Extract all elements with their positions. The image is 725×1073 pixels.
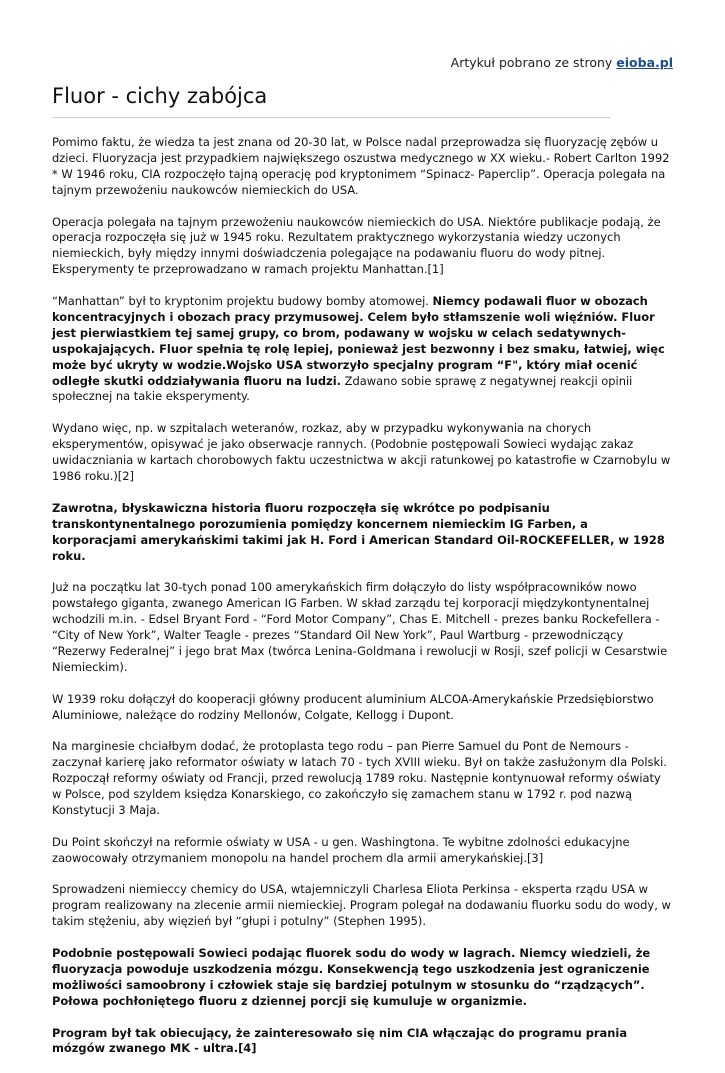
paragraph-text: Wydano więc, np. w szpitalach weteranów, rozkaz, aby w przypadku wykonywania na chorych eksperymentów, opisywać je jako obserwacje rannych. (Podobnie postępowali Sowieci wydając zakaz uwidaczniania w kartach chorobowych faktu uczestnictwa w akcji ratunkowej po katastrofie w Czarnobylu w 1986 roku.)[2] (52, 421, 671, 483)
article-paragraph (52, 501, 672, 565)
paragraph-text: Na marginesie chciałbym dodać, że protoplasta tego rodu – pan Pierre Samuel du Pont de Nemours - zaczynał karierę jako reformator oświaty w latach 70 - tych XVIII wieku. Był on także zasłużonym dla Polski. Rozpoczął reformy oświaty od Francji, przed rewolucją 1789 roku. Następnie kontynuował reformy oświaty w Polsce, pod szyldem księdza Konarskiego, co zakończyło się zamachem stanu w 1792 r. pod nazwą Konstytucji 3 Maja. (52, 739, 667, 817)
paragraph-text: Operacja polegała na tajnym przewożeniu naukowców niemieckich do USA. Niektóre publikacje podają, że operacja rozpoczęła się już w 1945 roku. Rezultatem praktycznego wykorzystania wiedzy uczonych niemieckich, były między innymi doświadczenia polegające na podawaniu fluoru do wody pitnej. Eksperymenty te przeprowadzano w ramach projektu Manhattan.[1] (52, 214, 661, 277)
paragraph-text: Już na początku lat 30-tych ponad 100 amerykańskich firm dołączyło do listy współpracowników nowo powstałego giganta, zwanego American IG Farben. W skład zarządu tej korporacji międzykontynentalnej wchodzili m.in. - Edsel Bryant Ford - “Ford Motor Company”, Chas E. Mitchell - prezes banku Rockefellera - “City of New York”, Walter Teagle - prezes “Standard Oil New York”, Paul Wartburg - przewodniczący “Rezerwy Federalnej” i jego brat Max (twórca Lenina-Goldmana i rewolucji w Rosji, szef policji w Cesarstwie Niemieckim). (52, 580, 668, 674)
paragraph-text: W 1939 roku dołączył do kooperacji główny producent aluminium ALCOA-Amerykańskie Przedsiębiorstwo Aluminiowe, należące do rodziny Mellonów, Colgate, Kellogg i Dupont. (52, 691, 654, 722)
article-paragraph (52, 580, 672, 675)
paragraph-text: “Manhattan” był to kryptonim projektu budowy bomby atomowej. (52, 294, 433, 309)
article-paragraph (52, 421, 672, 485)
page-title: Fluor - cichy zabójca (52, 84, 268, 108)
article-paragraph (52, 135, 672, 199)
paragraph-text: Sprowadzeni niemieccy chemicy do USA, wtajemniczyli Charlesa Eliota Perkinsa - eksperta rządu USA w program realizowany na zlecenie armii niemieckiej. Program polegał na dodawaniu fluorku sodu do wody, w takim stężeniu, aby więzień był “głupi i potulny” (Stephen 1995). (52, 882, 671, 929)
source-attribution (451, 55, 673, 70)
paragraph-text: Zdawano sobie sprawę z negatywnej reakcji opinii społecznej na takie eksperymenty. (52, 373, 633, 404)
paragraph-text: Du Point skończył na reformie oświaty w USA - u gen. Washingtona. Te wybitne zdolności edukacyjne zaowocowały otrzymaniem monopolu na handel prochem dla armii amerykańskiej.[3] (52, 834, 630, 865)
source-link[interactable]: eioba.pl (616, 55, 673, 70)
article-paragraph (52, 739, 672, 819)
title-divider (52, 117, 610, 118)
article-paragraph (52, 835, 672, 867)
paragraph-text: Pomimo faktu, że wiedza ta jest znana od 20-30 lat, w Polsce nadal przeprowadza się fluoryzację zębów u dzieci. Fluoryzacja jest przypadkiem największego oszustwa medycznego w XX wieku.- Robert Carlton 1992 * W 1946 roku, CIA rozpoczęło tajną operację pod kryptonimem “Spinacz- Paperclip”. Operacja polegała na tajnym przewożeniu naukowców niemieckich do USA. (52, 135, 670, 197)
bold-text: Podobnie postępowali Sowieci podając fluorek sodu do wody w lagrach. Niemcy wiedzieli, że fluoryzacja powoduje uszkodzenia mózgu. Konsekwencją tego uszkodzenia jest ograniczenie możliwości samoobrony i człowiek staje się bardziej potulnym w stosunku do “rządzących”. Połowa pochłoniętego fluoru z dziennej porcji się kumuluje w organizmie. (52, 946, 651, 1008)
article-paragraph (52, 1026, 672, 1058)
article-paragraph (52, 882, 672, 930)
article-paragraph (52, 215, 672, 279)
article-body (52, 135, 672, 1073)
article-paragraph (52, 294, 672, 405)
bold-text: Niemcy podawali fluor w obozach koncentracyjnych i obozach pracy przymusowej. Celem było stłamszenie woli więźniów. Fluor jest pierwiastkiem tej samej grupy, co brom, podawany w wojsku w celach sedatywnych- uspokajających. Fluor spełnia tę rolę lepiej, ponieważ jest bezwonny i bez smaku, łatwiej, więc może być ukryty w wodzie.Wojsko USA stworzyło specjalny program “F", który miał ocenić odległe skutki oddziaływania fluoru na ludzi. (52, 294, 665, 388)
bold-text: Zawrotna, błyskawiczna historia fluoru rozpoczęła się wkrótce po podpisaniu transkontynentalnego porozumienia pomiędzy koncernem niemieckim IG Farben, a korporacjami amerykańskimi takimi jak H. Ford i American Standard Oil-ROCKEFELLER, w 1928 roku. (52, 500, 665, 563)
bold-text: Program był tak obiecujący, że zainteresowało się nim CIA włączając do programu prania mózgów zwanego MK - ultra.[4] (52, 1025, 628, 1056)
article-paragraph (52, 946, 672, 1010)
source-prefix: Artykuł pobrano ze strony (450, 55, 617, 70)
article-paragraph (52, 692, 672, 724)
